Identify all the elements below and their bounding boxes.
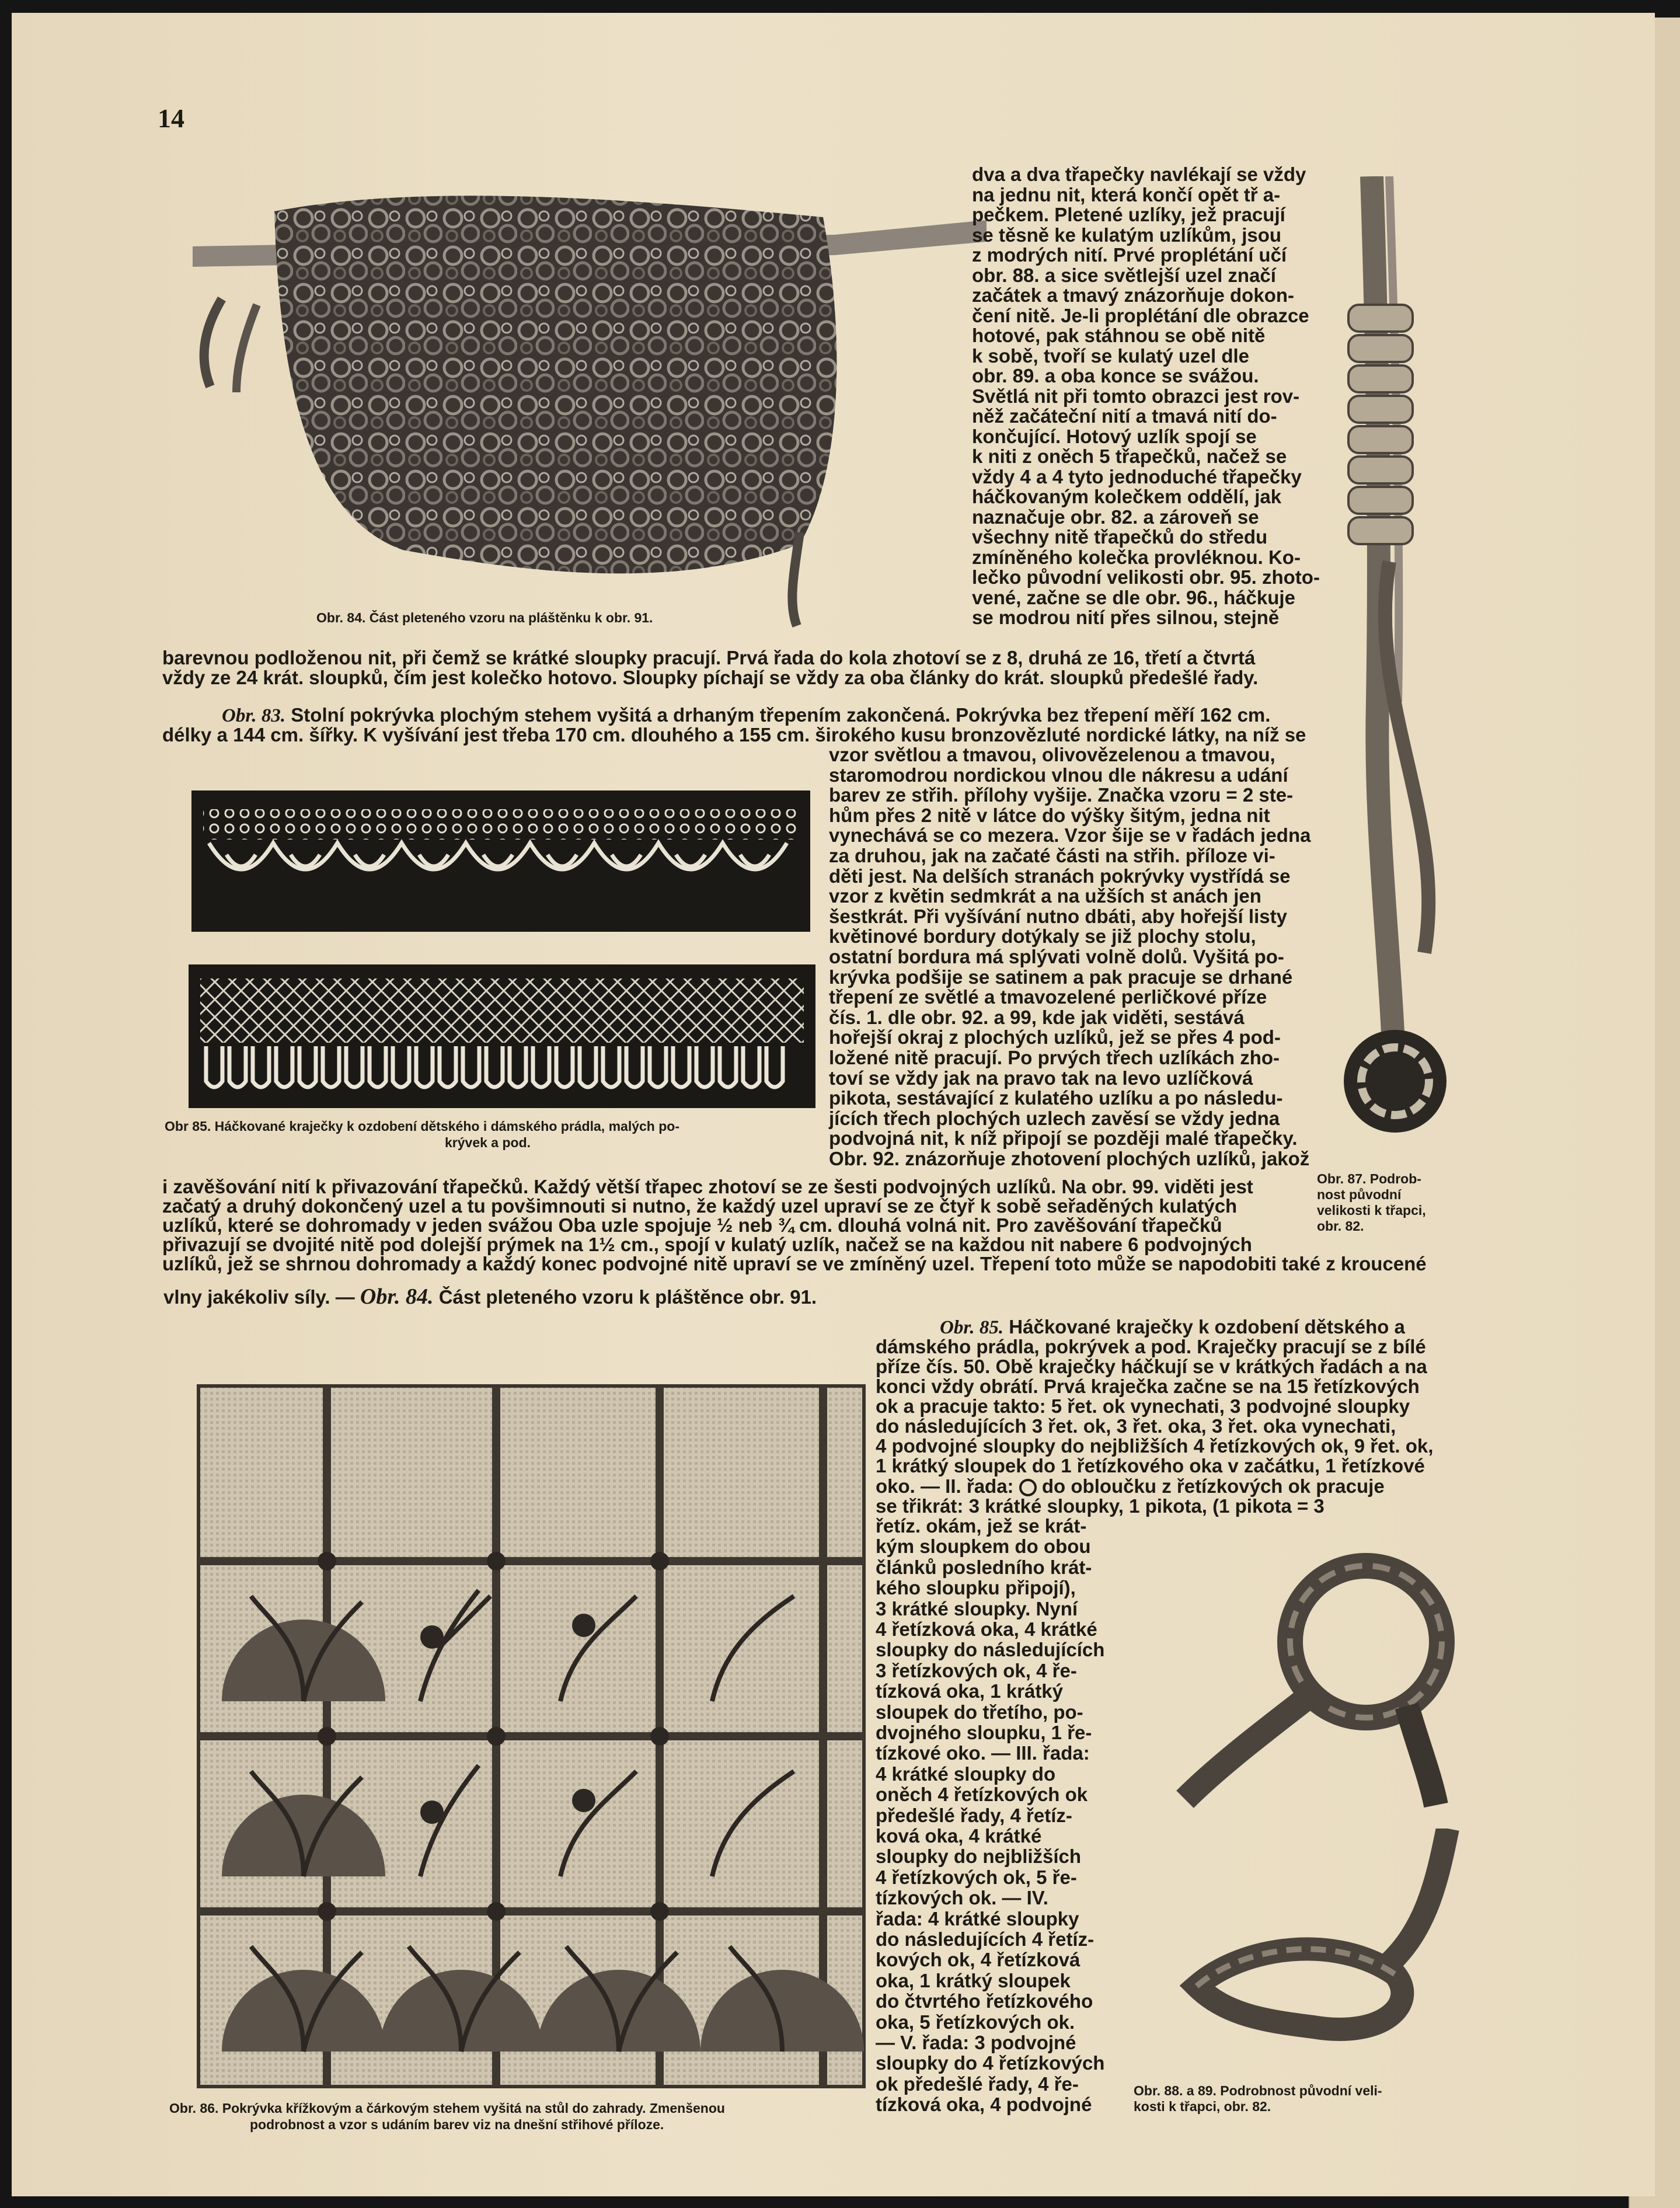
fig-85-last-line: se třikrát: 3 krátké sloupky, 1 pikota, (1 pikota = 3 bbox=[876, 1495, 1325, 1517]
middle-column-line: vzor světlou a tmavou, olivovězelenou a tmavou, bbox=[829, 744, 1275, 765]
wide-paragraph-3-line: přivazují se dvojité nitě pod dolejší prýmek na 1½ cm., spojí v kulatý uzlík, načež se na každou nit nabere 6 podvojných bbox=[162, 1234, 1252, 1255]
narrow-column-line: tízkových ok. — IV. bbox=[876, 1887, 1048, 1909]
narrow-column-line: řada: 4 krátké sloupky bbox=[876, 1907, 1079, 1930]
narrow-column-line: 3 řetízkových ok, 4 ře- bbox=[876, 1659, 1077, 1681]
circle-symbol-icon bbox=[1019, 1479, 1037, 1496]
top-right-column-line: z modrých nití. Prvé proplétání učí bbox=[972, 244, 1287, 266]
figure-86-table-cover bbox=[187, 1374, 871, 2094]
middle-column-line: ložené nitě pracují. Po prvých třech uzlíkách zho- bbox=[829, 1047, 1280, 1068]
figure-88-knot bbox=[1173, 1542, 1489, 1811]
top-right-column-line: pečkem. Pletené uzlíky, jež pracují bbox=[972, 204, 1285, 225]
caption-fig-88-line: kosti k třapci, obr. 82. bbox=[1134, 2099, 1271, 2114]
top-right-column-line: se těsně ke kulatým uzlíkům, jsou bbox=[972, 224, 1282, 246]
figure-89-knot bbox=[1173, 1829, 1477, 2062]
top-right-column-line: vené, začne se dle obr. 96., háčkuje bbox=[972, 586, 1295, 608]
page-number: 14 bbox=[158, 103, 184, 133]
middle-column-line: vynechává se co mezera. Vzor šije se v řadách jedna bbox=[829, 824, 1311, 847]
wide-paragraph-3-line: uzlíků, jež se shrnou dohromady a každý konec podvojné nitě upraví se ve zmíněný uzel. Třepení toto může se napodobiti také z kroucené bbox=[162, 1253, 1427, 1274]
middle-column-line: barev ze střih. přílohy vyšije. Značka vzoru = 2 ste- bbox=[829, 784, 1294, 806]
wide-paragraph-3-last-text: vlny jakékoliv síly. — bbox=[163, 1286, 355, 1308]
fig-85-label: Obr. 85. bbox=[940, 1317, 1004, 1338]
caption-fig-88-line: Obr. 88. a 89. Podrobnost původní veli- bbox=[1134, 2083, 1382, 2098]
wide-paragraph-3-last-rest: Část pleteného vzoru k pláštěnce obr. 91. bbox=[438, 1286, 817, 1308]
narrow-column-line: tízkové oko. — III. řada: bbox=[876, 1742, 1090, 1764]
top-right-column-line: na jednu nit, která končí opět tř a- bbox=[972, 183, 1281, 206]
caption-fig-85-line-2: krývek a pod. bbox=[445, 1135, 531, 1150]
wide-paragraph-1-line: barevnou podloženou nit, při čemž se krátké sloupky pracují. Prvá řada do kola zhotoví se z 8, druhá ze 16, třetí a čtvrtá bbox=[162, 647, 1256, 668]
middle-column-line: za druhou, jak na začaté části na střih. příloze vi- bbox=[829, 845, 1275, 866]
fig-85-circle-line-after: do obloučku z řetízkových ok pracuje bbox=[1041, 1475, 1385, 1497]
top-right-column-line: obr. 88. a sice světlejší uzel značí bbox=[972, 264, 1276, 286]
middle-column-line: jících třech plochých uzlech zavěsí se vždy jedna bbox=[829, 1107, 1280, 1129]
narrow-column-line: 4 řetízková oka, 4 krátké bbox=[876, 1618, 1097, 1640]
narrow-column-line: — V. řada: 3 podvojné bbox=[876, 2032, 1076, 2053]
middle-column-line: šestkrát. Při vyšívání nutno dbáti, aby hořejší listy bbox=[829, 905, 1287, 927]
narrow-column-line: 3 krátké sloupky. Nyní bbox=[876, 1597, 1078, 1620]
narrow-column-line: řetíz. okám, jež se krát- bbox=[876, 1515, 1087, 1537]
fig-85-paragraph-line: 4 podvojné sloupky do nejbližších 4 řetízkových ok, 9 řet. ok, bbox=[876, 1435, 1434, 1457]
fig-85-paragraph-line: 1 krátký sloupek do 1 řetízkového oka v začátku, 1 řetízkové bbox=[876, 1455, 1425, 1476]
middle-column-line: hům přes 2 nitě v látce do výšky šitým, jedna nit bbox=[829, 804, 1270, 826]
wide-paragraph-3-line: i zavěšování nití k přivazování třapečků. Každý větší třapec zhotoví se ze šesti podvojných uzlíků. Na obr. 99. viděti jest bbox=[162, 1176, 1253, 1197]
fig-85-circle-line-before: oko. — II. řada: bbox=[876, 1475, 1014, 1497]
caption-fig-87-line: velikosti k třapci, bbox=[1317, 1203, 1426, 1218]
narrow-column-line: článků posledního krát- bbox=[876, 1556, 1092, 1578]
magazine-page bbox=[12, 13, 1655, 2196]
top-right-column-line: k sobě, tvoří se kulatý uzel dle bbox=[972, 344, 1250, 367]
top-right-column-line: naznačuje obr. 82. a zároveň se bbox=[972, 506, 1259, 528]
figure-85-lace-top bbox=[191, 790, 810, 932]
wide-paragraph-1-line: vždy ze 24 krát. sloupků, čím jest kolečko hotovo. Sloupky píchají se vždy za oba články do krát. sloupků předešlé řady. bbox=[162, 667, 1259, 688]
narrow-column-line: kým sloupkem do obou bbox=[876, 1535, 1091, 1558]
narrow-column-line: dvojného sloupku, 1 ře- bbox=[876, 1722, 1092, 1743]
middle-column-line: ostatní bordura má splývati volně dolů. Vyšitá po- bbox=[829, 946, 1284, 967]
middle-column-line: krývka podšije se satinem a pak pracuje se drhané bbox=[829, 966, 1293, 988]
narrow-column-line: sloupky do nejbližších bbox=[876, 1845, 1082, 1868]
narrow-column-line: 4 řetízkových ok, 5 ře- bbox=[876, 1866, 1077, 1888]
narrow-column-line: ok předešlé řady, 4 ře- bbox=[876, 2073, 1079, 2095]
middle-column-line: děti jest. Na delších stranách pokrývky vystřídá se bbox=[829, 865, 1291, 887]
middle-column-line: pikota, sestávající z kulatého uzlíku a po následu- bbox=[829, 1087, 1283, 1109]
wide-paragraph-3-last-line bbox=[163, 1286, 817, 1308]
top-right-column-line: začátek a tmavý znázorňuje dokon- bbox=[972, 284, 1294, 306]
figure-87-tassel-detail bbox=[1302, 176, 1489, 1145]
top-right-column-line: Světlá nit při tomto obrazci jest rov- bbox=[972, 385, 1300, 407]
middle-column-line: toví se vždy jak na pravo tak na levo uzlíčková bbox=[829, 1067, 1253, 1089]
top-right-column-line: vždy 4 a 4 tyto jednoduché třapečky bbox=[972, 465, 1302, 487]
top-right-column-line: k niti z oněch 5 třapečků, načež se bbox=[972, 445, 1287, 467]
narrow-column-line: do následujících 4 řetíz- bbox=[876, 1928, 1095, 1950]
fig-85-paragraph-first-text: Háčkované kraječky k ozdobení dětského a bbox=[1009, 1316, 1405, 1338]
figure-85-lace-bottom bbox=[189, 964, 815, 1108]
top-right-column-line: něž začáteční nití a tmavá nití do- bbox=[972, 405, 1277, 427]
caption-fig-86-line-2: podrobnost a vzor s udáním barev viz na dnešní střihové příloze. bbox=[250, 2117, 664, 2132]
caption-fig-87-line: obr. 82. bbox=[1317, 1218, 1364, 1234]
middle-column-line: třepení ze světlé a tmavozelené perličkové příze bbox=[829, 986, 1267, 1008]
top-right-column-line: všechny nitě třapečků do středu bbox=[972, 526, 1268, 548]
middle-column-line: čís. 1. dle obr. 92. a 99, kde jak viděti, sestává bbox=[829, 1006, 1245, 1028]
fig-85-paragraph-first bbox=[940, 1317, 1405, 1338]
narrow-column-line: předešlé řady, 4 řetíz- bbox=[876, 1804, 1072, 1826]
narrow-column-line: oněch 4 řetízkových ok bbox=[876, 1784, 1088, 1806]
middle-column-line: staromodrou nordickou vlnou dle nákresu a udání bbox=[829, 764, 1288, 786]
wide-paragraph-3-line: uzlíků, které se dohromady v jeden svážou Oba uzle spojuje ½ neb ¾ cm. dlouhá volná nit. Pro zavěšování třapečků bbox=[162, 1214, 1222, 1236]
narrow-column-line: tízková oka, 1 krátký bbox=[876, 1680, 1064, 1702]
top-right-column-line: končující. Hotový uzlík spojí se bbox=[972, 425, 1257, 447]
top-right-column-line: obr. 89. a oba konce se svážou. bbox=[972, 365, 1259, 386]
top-right-column-line: hotové, pak stáhnou se obě nitě bbox=[972, 325, 1266, 346]
wide-paragraph-2-text-1: Stolní pokrývka plochým stehem vyšitá a drhaným třepením zakončená. Pokrývka bez třepení měří 162 cm. bbox=[291, 704, 1271, 726]
fig-85-paragraph-line: do následujících 3 řet. ok, 3 řet. oka, 3 řet. oka vynechati, bbox=[876, 1415, 1396, 1437]
fig-85-circle-line bbox=[876, 1476, 1385, 1496]
narrow-column-line: sloupky do následujících bbox=[876, 1639, 1105, 1661]
fig-85-paragraph-line: příze čís. 50. Obě kraječky háčkují se v krátkých řadách a na bbox=[876, 1356, 1427, 1377]
narrow-column-line: oka, 1 krátký sloupek bbox=[876, 1969, 1071, 1991]
narrow-column-line: kových ok, 4 řetízková bbox=[876, 1949, 1081, 1971]
caption-fig-87-line: nost původní bbox=[1317, 1187, 1402, 1202]
narrow-column-line: 4 krátké sloupky do bbox=[876, 1763, 1056, 1785]
top-right-column-line: lečko původní velikosti obr. 95. zhoto- bbox=[972, 566, 1320, 588]
caption-fig-86-line-1: Obr. 86. Pokrývka křížkovým a čárkovým stehem vyšitá na stůl do zahrady. Zmenšenou bbox=[169, 2101, 725, 2116]
narrow-column-line: oka, 5 řetízkových ok. bbox=[876, 2011, 1075, 2033]
wide-paragraph-3-line: začatý a druhý dokončený uzel a tu povšimnouti si nutno, že každý uzel upraví se ze čtyř k sobě seřaděných kulatých bbox=[162, 1195, 1238, 1217]
top-right-column-line: háčkovaným kolečkem oddělí, jak bbox=[972, 486, 1282, 507]
caption-fig-85-line-1: Obr 85. Háčkované kraječky k ozdobení dětského i dámského prádla, malých po- bbox=[165, 1119, 679, 1134]
narrow-column-line: sloupek do třetího, po- bbox=[876, 1701, 1083, 1723]
narrow-column-line: ková oka, 4 krátké bbox=[876, 1825, 1042, 1847]
top-right-column-line: čení nitě. Je-li proplétání dle obrazce bbox=[972, 304, 1309, 326]
wide-paragraph-2-line-1 bbox=[222, 705, 1270, 726]
narrow-column-line: sloupky do 4 řetízkových bbox=[876, 2052, 1105, 2074]
narrow-column-line: tízková oka, 4 podvojné bbox=[876, 2094, 1092, 2116]
fig-85-paragraph-line: dámského prádla, pokrývek a pod. Kraječky pracují se z bílé bbox=[876, 1336, 1426, 1357]
middle-column-line: květinové bordury dotýkaly se již plochy stolu, bbox=[829, 925, 1256, 948]
fig-85-paragraph-line: ok a pracuje takto: 5 řet. ok vynechati, 3 podvojné sloupky bbox=[876, 1395, 1410, 1417]
top-right-column-line: dva a dva třapečky navlékají se vždy bbox=[972, 163, 1306, 185]
middle-column-line: podvojná nit, k níž připojí se později malé třapečky. bbox=[829, 1127, 1298, 1150]
middle-column-line: Obr. 92. znázorňuje zhotovení plochých uzlíků, jakož bbox=[829, 1148, 1310, 1169]
middle-column-line: vzor z květin sedmkrát a na užších st anách jen bbox=[829, 885, 1261, 907]
top-right-column-line: zmíněného kolečka provléknou. Ko- bbox=[972, 546, 1301, 568]
caption-fig-84: Obr. 84. Část pleteného vzoru na pláštěnku k obr. 91. bbox=[316, 610, 653, 625]
wide-paragraph-2-line-2: délky a 144 cm. šířky. K vyšívání jest třeba 170 cm. dlouhého a 155 cm. širokého kusu bronzovězluté nordické látky, na níž se bbox=[162, 724, 1306, 746]
narrow-column-line: do čtvrtého řetízkového bbox=[876, 1990, 1093, 2012]
fig-84-label: Obr. 84. bbox=[360, 1284, 434, 1309]
figure-84-knitted-swatch bbox=[181, 170, 987, 632]
narrow-column-line: kého sloupku připojí), bbox=[876, 1577, 1076, 1599]
fig-83-label: Obr. 83. bbox=[222, 705, 286, 726]
caption-fig-87-line: Obr. 87. Podrob- bbox=[1317, 1171, 1421, 1186]
fig-85-paragraph-line: konci vždy obrátí. Prvá kraječka začne se na 15 řetízkových bbox=[876, 1375, 1420, 1397]
top-right-column-line: se modrou nití přes silnou, stejně bbox=[972, 607, 1280, 628]
middle-column-line: hořejší okraj z plochých uzlíků, jež se přes 4 pod- bbox=[829, 1026, 1281, 1049]
